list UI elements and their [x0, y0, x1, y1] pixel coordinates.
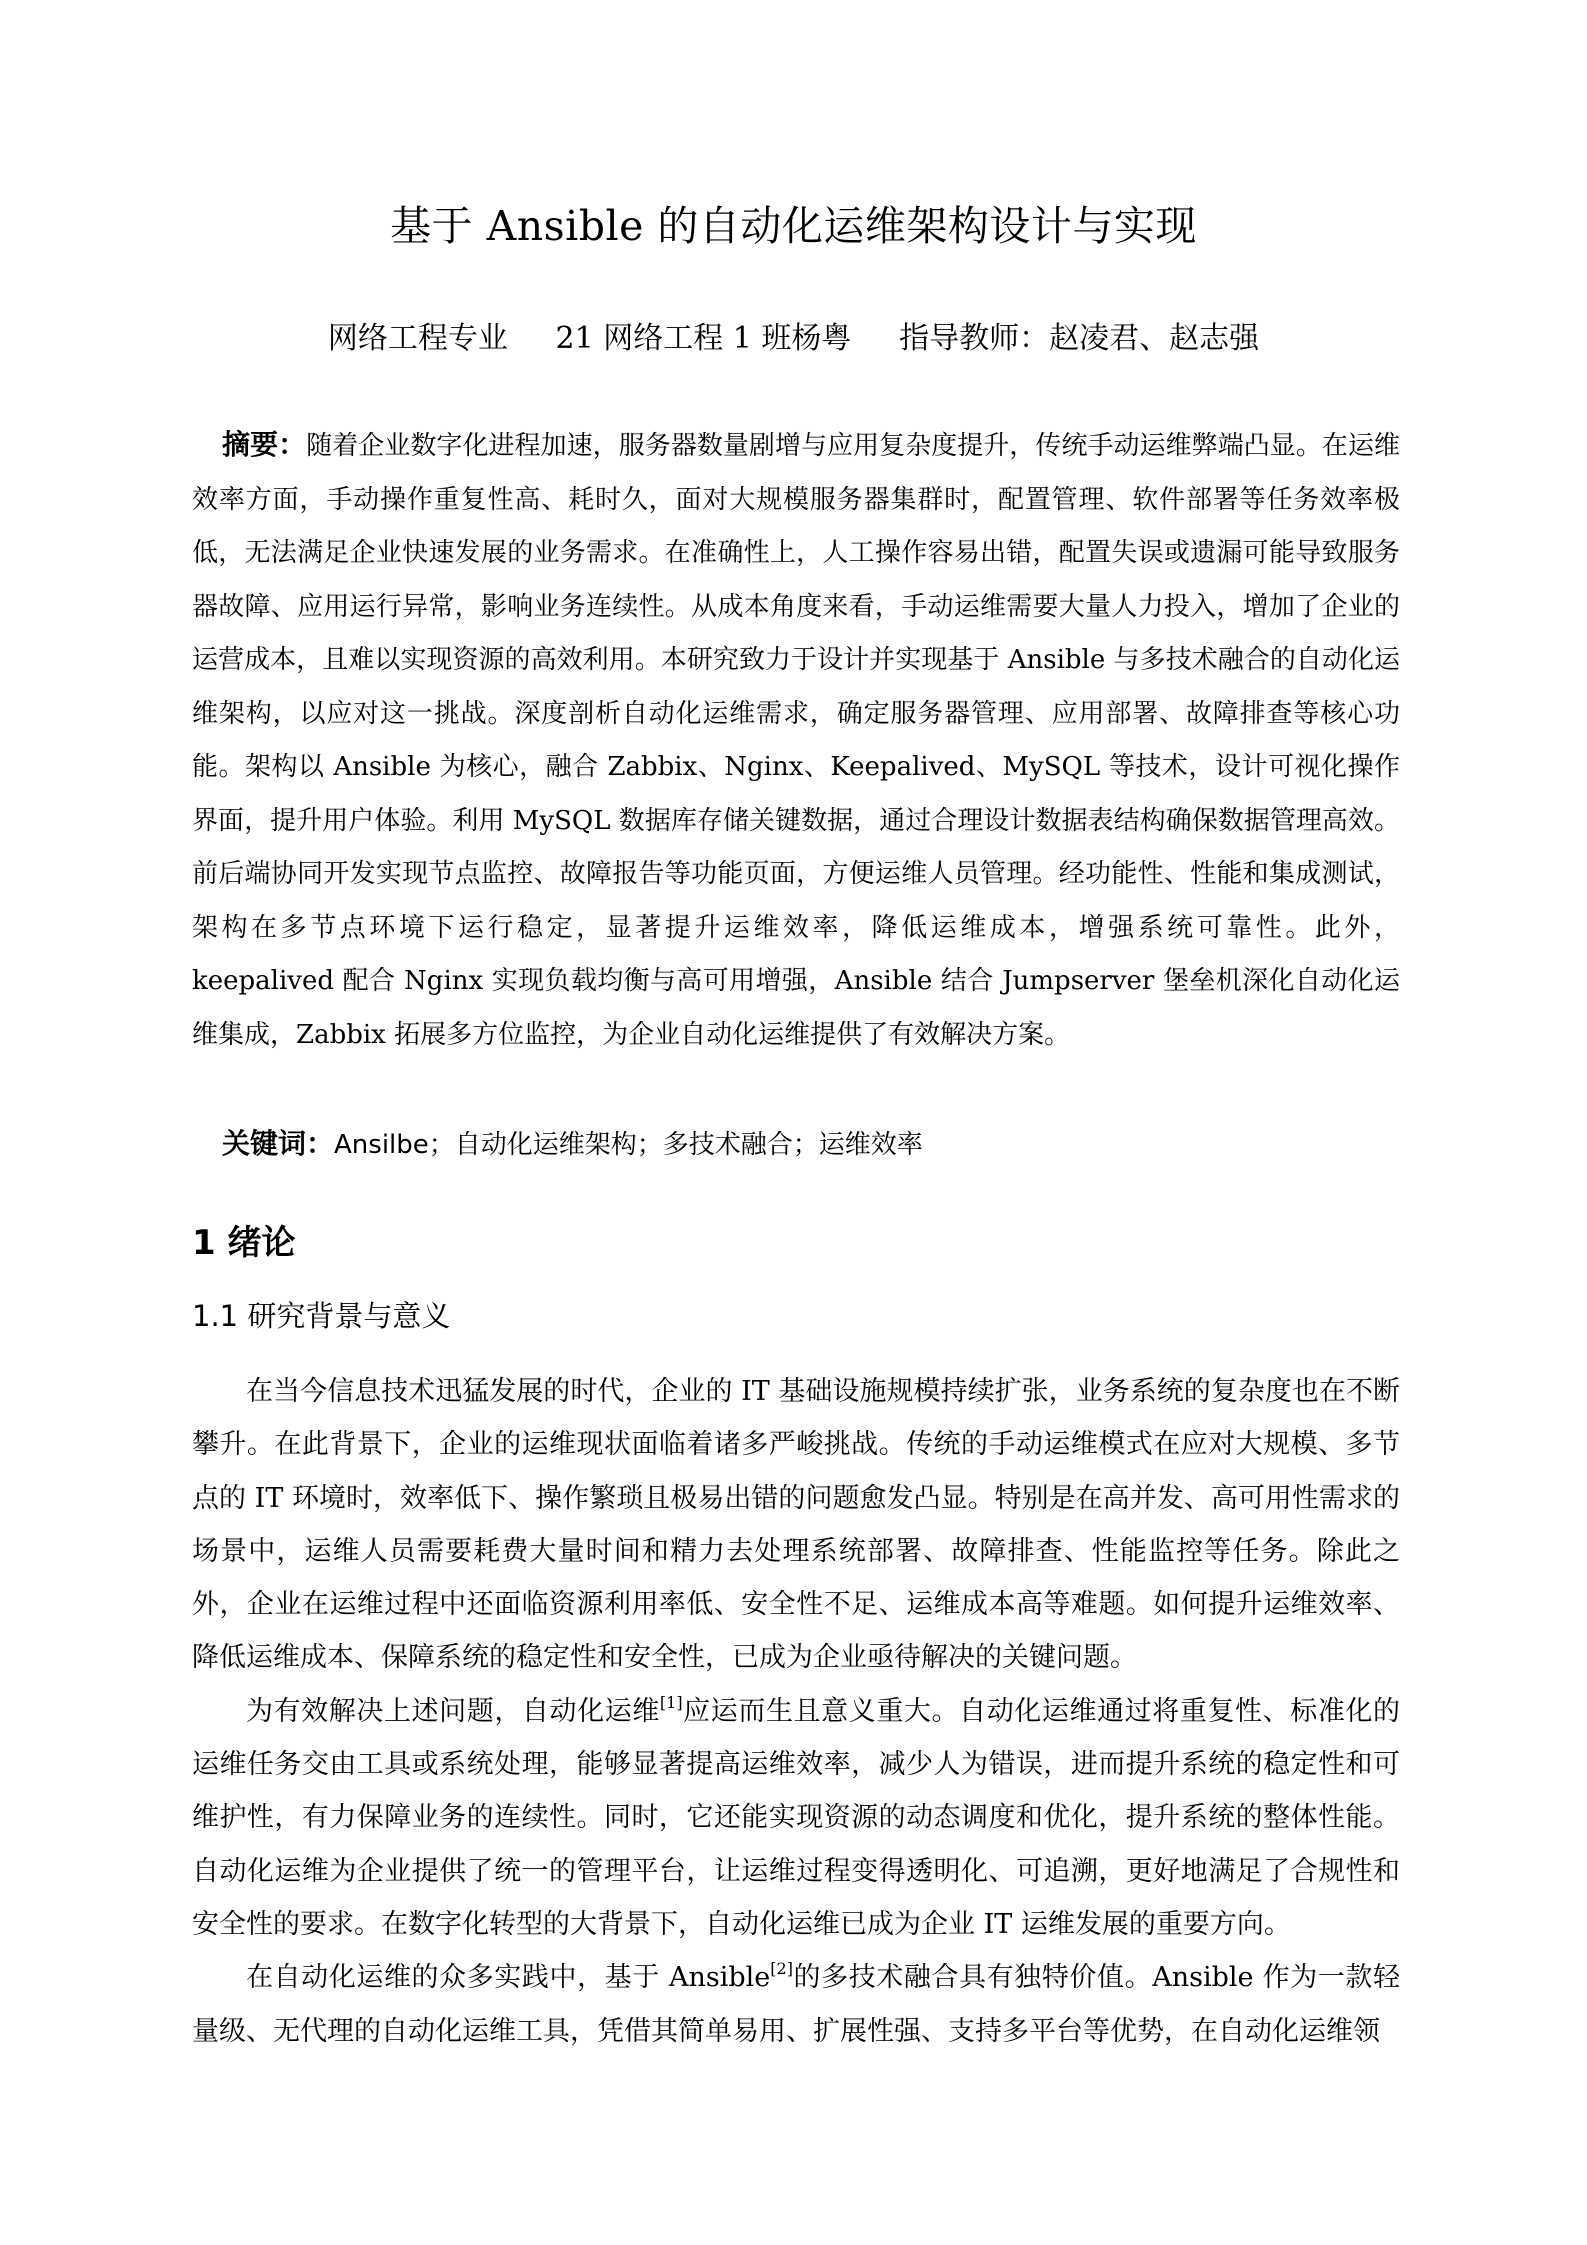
paper-title: 基于 Ansible 的自动化运维架构设计与实现 [390, 202, 1197, 250]
citation-ref[interactable]: [1] [659, 1692, 683, 1712]
keywords-label: 关键词： [222, 1127, 335, 1160]
abstract-label: 摘要： [222, 428, 307, 461]
paragraph [192, 1685, 1400, 1951]
body-text [192, 1365, 1400, 2058]
keywords-rest: ；自动化运维架构；多技术融合；运维效率 [428, 1130, 923, 1160]
keywords [222, 1118, 1402, 1171]
paragraph: 在当今信息技术迅猛发展的时代，企业的 IT 基础设施规模持续扩张，业务系统的复杂度也在不断攀升。在此背景下，企业的运维现状面临着诸多严峻挑战。传统的手动运维模式在应对大规模、多节点的 IT 环境时，效率低下、操作繁琐且极易出错的问题愈发凸显。特别是在高并发、高可用性需求的场景中，运维人员需要耗费大量时间和精力去处理系统部署、故障排查、性能监控等任务。除此之外，企业在运维过程中还面临资源利用率低、安全性不足、运维成本高等难题。如何提升运维效率、降低运维成本、保障系统的稳定性和安全性，已成为企业亟待解决的关键问题。 [192, 1376, 1400, 1674]
abstract [192, 418, 1400, 1062]
paragraph-text: 在自动化运维的众多实践中，基于 Ansible [246, 1962, 771, 1994]
author-line: 网络工程专业 21 网络工程 1 班杨粤 指导教师：赵凌君、赵志强 [327, 321, 1260, 356]
citation-ref[interactable]: [2] [770, 1959, 793, 1979]
abstract-text: 随着企业数字化进程加速，服务器数量剧增与应用复杂度提升，传统手动运维弊端凸显。在运维效率方面，手动操作重复性高、耗时久，面对大规模服务器集群时，配置管理、软件部署等任务效率极低，无法满足企业快速发展的业务需求。在准确性上，人工操作容易出错，配置失误或遗漏可能导致服务器故障、应用运行异常，影响业务连续性。从成本角度来看，手动运维需要大量人力投入，增加了企业的运营成本，且难以实现资源的高效利用。本研究致力于设计并实现基于 Ansible 与多技术融合的自动化运维架构，以应对这一挑战。深度剖析自动化运维需求，确定服务器管理、应用部署、故障排查等核心功能。架构以 Ansible 为核心，融合 Zabbix、Nginx、Keepalived、MySQL 等技术，设计可视化操作界面，提升用户体验。利用 MySQL 数据库存储关键数据，通过合理设计数据表结构确保数据管理高效。前后端协同开发实现节点监控、故障报告等功能页面，方便运维人员管理。经功能性、性能和集成测试，架构在多节点环境下运行稳定，显著提升运维效率，降低运维成本，增强系统可靠性。此外，keepalived 配合 Nginx 实现负载均衡与高可用增强，Ansible 结合 Jumpserver 堡垒机深化自动化运维集成，Zabbix 拓展多方位监控，为企业自动化运维提供了有效解决方案。 [192, 431, 1400, 1050]
paragraph [192, 1951, 1400, 2058]
paragraph-text: 的多技术融合具有独特价值。Ansible 作为一款轻量级、无代理的自动化运维工具，凭借其简单易用、扩展性强、支持多平台等优势，在自动化运维领 [192, 1962, 1400, 2047]
paragraph-text: 应运而生且意义重大。自动化运维通过将重复性、标准化的运维任务交由工具或系统处理，能够显著提高运维效率，减少人为错误，进而提升系统的稳定性和可维护性，有力保障业务的连续性。同时，它还能实现资源的动态调度和优化，提升系统的整体性能。自动化运维为企业提供了统一的管理平台，让运维过程变得透明化、可追溯，更好地满足了合规性和安全性的要求。在数字化转型的大背景下，自动化运维已成为企业 IT 运维发展的重要方向。 [192, 1695, 1401, 1940]
paragraph-text: 为有效解决上述问题，自动化运维 [246, 1695, 660, 1727]
section-heading: 1 绪论 [192, 1223, 296, 1263]
subsection-heading: 1.1 研究背景与意义 [192, 1299, 451, 1333]
keyword-first: Ansilbe [334, 1130, 429, 1160]
